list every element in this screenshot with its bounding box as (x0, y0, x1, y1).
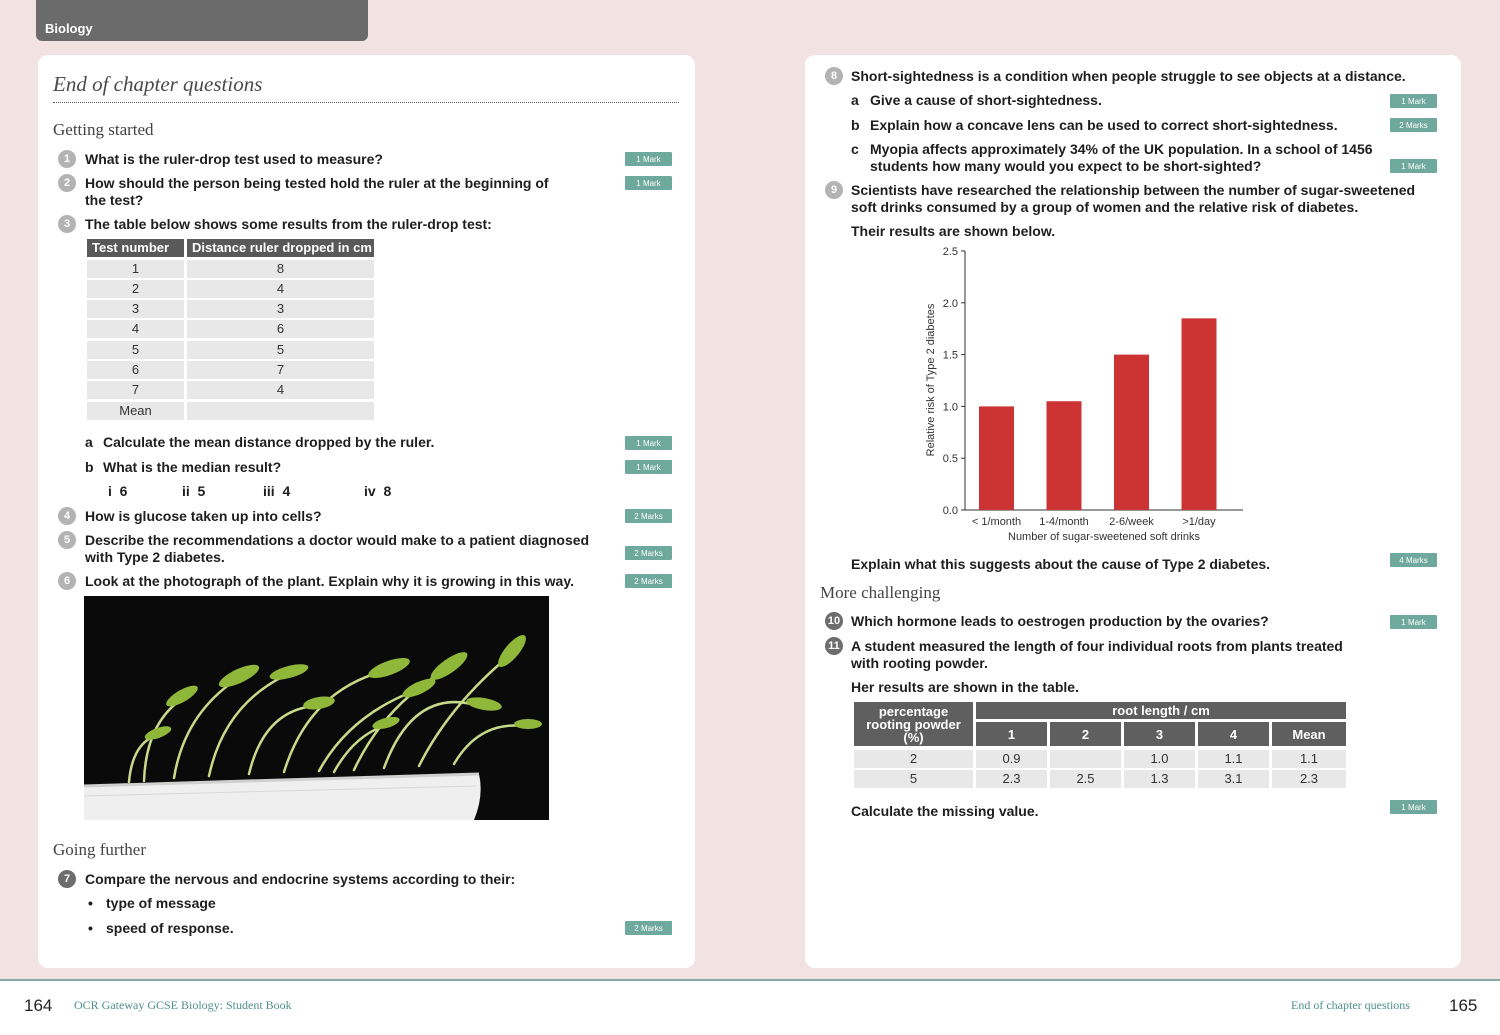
bullet-icon: • (88, 920, 93, 936)
seedlings-illustration (84, 596, 549, 820)
question-8a-text: Give a cause of short-sightedness. (870, 92, 1102, 108)
table-cell: 4 (187, 280, 374, 298)
question-9-explain: Explain what this suggests about the cause of Type 2 diabetes. (851, 556, 1271, 572)
section-heading-getting-started: Getting started (53, 120, 154, 139)
question-6-text: Look at the photograph of the plant. Explain why it is growing in this way. (85, 573, 574, 589)
mark-badge-q7: 2 Marks (625, 921, 672, 935)
table-cell: 0.9 (976, 750, 1047, 768)
question-number-3: 3 (58, 215, 76, 233)
mark-badge-q5: 2 Marks (625, 546, 672, 560)
question-3-text: The table below shows some results from the ruler-drop test: (85, 216, 492, 232)
question-number-2: 2 (58, 174, 76, 192)
header-line: rooting powder (866, 716, 961, 732)
table-header-test-number: Test number (87, 239, 184, 257)
question-9-text-line1: Scientists have researched the relationship between the number of sugar-sweetened (851, 182, 1416, 198)
table-cell: 3 (87, 300, 184, 318)
x-axis-label: Number of sugar-sweetened soft drinks (1008, 531, 1200, 543)
table-cell: 1.1 (1198, 750, 1269, 768)
table-subheader: 4 (1198, 722, 1269, 746)
question-3a-text: Calculate the mean distance dropped by the ruler. (103, 434, 435, 450)
x-tick-label: 1-4/month (1039, 516, 1089, 528)
book-title: OCR Gateway GCSE Biology: Student Book (74, 998, 292, 1012)
question-8b-text: Explain how a concave lens can be used to correct short-sightedness. (870, 117, 1338, 133)
table-cell: 1.3 (1124, 770, 1195, 788)
question-8b-letter: b (851, 117, 860, 133)
question-number-4: 4 (58, 507, 76, 525)
answer-option-ii: ii 5 (182, 483, 206, 499)
mark-badge-q3a: 1 Mark (625, 436, 672, 450)
bar (1047, 401, 1082, 510)
mark-badge-q8a: 1 Mark (1390, 94, 1437, 108)
question-8a-letter: a (851, 92, 859, 108)
question-5-text-line1: Describe the recommendations a doctor would make to a patient diagnosed (85, 532, 590, 548)
table-cell-mean-label: Mean (87, 402, 184, 420)
bar (979, 406, 1014, 510)
question-10-text: Which hormone leads to oestrogen production by the ovaries? (851, 613, 1269, 629)
question-3b-text: What is the median result? (103, 459, 282, 475)
x-tick-label: < 1/month (971, 516, 1022, 528)
answer-option-i: i 6 (108, 483, 128, 499)
question-9-text-line2: soft drinks consumed by a group of women and the relative risk of diabetes. (851, 199, 1359, 215)
question-11-calc: Calculate the missing value. (851, 803, 1039, 819)
mark-badge-q8b: 2 Marks (1390, 118, 1437, 132)
section-heading-going-further: Going further (53, 840, 147, 859)
mark-badge-q8c: 1 Mark (1390, 159, 1437, 173)
question-2-text-line2: the test? (85, 192, 144, 208)
left-page-number: 164 (24, 996, 53, 1015)
table-cell: 5 (87, 341, 184, 359)
y-tick-label: 2.0 (942, 297, 958, 310)
question-3a-letter: a (85, 434, 93, 450)
table-cell: 1.1 (1272, 750, 1346, 768)
y-axis-label: Relative risk of Type 2 diabetes (925, 303, 937, 457)
bullet-icon: • (88, 895, 93, 911)
y-tick-label: 1.0 (942, 401, 958, 414)
table-cell: 8 (187, 260, 374, 278)
table-cell: 5 (854, 770, 973, 788)
table-cell: 2.5 (1050, 770, 1121, 788)
mark-badge-q3b: 1 Mark (625, 460, 672, 474)
question-7-text: Compare the nervous and endocrine systems according to their: (85, 871, 516, 887)
y-tick-label: 1.5 (942, 349, 958, 362)
question-3b-letter: b (85, 459, 94, 475)
table-cell: 7 (87, 381, 184, 399)
question-8c-letter: c (851, 141, 859, 157)
table-cell: 2 (87, 280, 184, 298)
table-cell: 3 (187, 300, 374, 318)
table-cell: 1.0 (1124, 750, 1195, 768)
y-tick-label: 2.5 (942, 246, 958, 258)
question-11-text-line1: A student measured the length of four individual roots from plants treated (851, 638, 1343, 654)
question-2-text-line1: How should the person being tested hold the ruler at the beginning of (85, 175, 549, 191)
header-line: (%) (903, 729, 924, 745)
table-header-root-length: root length / cm (976, 702, 1346, 719)
question-number-11: 11 (825, 637, 843, 655)
table-subheader-mean: Mean (1272, 722, 1346, 746)
mark-badge-q9: 4 Marks (1390, 553, 1437, 567)
y-tick-label: 0.5 (942, 453, 958, 466)
chapter-footer-title: End of chapter questions (1291, 998, 1410, 1012)
table-cell: 2.3 (976, 770, 1047, 788)
table-cell: 6 (187, 320, 374, 338)
answer-option-iii: iii 4 (263, 483, 291, 499)
y-tick-label: 0.0 (942, 505, 958, 517)
question-number-9: 9 (825, 181, 843, 199)
question-number-6: 6 (58, 572, 76, 590)
question-4-text: How is glucose taken up into cells? (85, 508, 322, 524)
right-page-number: 165 (1449, 996, 1478, 1015)
question-number-1: 1 (58, 150, 76, 168)
question-5-text-line2: with Type 2 diabetes. (85, 549, 225, 565)
table-cell: 1 (87, 260, 184, 278)
mark-badge-q11: 1 Mark (1390, 800, 1437, 814)
table-cell-missing (1050, 750, 1121, 768)
table-subheader: 3 (1124, 722, 1195, 746)
table-cell: 4 (187, 381, 374, 399)
question-8c-text-line1: Myopia affects approximately 34% of the UK population. In a school of 1456 (870, 141, 1373, 157)
mark-badge-q2: 1 Mark (625, 176, 672, 190)
table-cell-mean-value (187, 402, 374, 420)
mark-badge-q4: 2 Marks (625, 509, 672, 523)
question-1-text: What is the ruler-drop test used to measure? (85, 151, 383, 167)
plant-photograph (84, 596, 549, 820)
answer-option-iv: iv 8 (364, 483, 392, 499)
question-number-10: 10 (825, 612, 843, 630)
page-title: End of chapter questions (53, 72, 263, 96)
question-number-5: 5 (58, 531, 76, 549)
question-11-text-line2: with rooting powder. (851, 655, 988, 671)
section-heading-more-challenging: More challenging (820, 583, 941, 602)
subject-tab-label: Biology (45, 21, 93, 36)
table-cell: 5 (187, 341, 374, 359)
question-7-bullet-1: type of message (106, 895, 216, 911)
question-7-bullet-2: speed of response. (106, 920, 234, 936)
question-8c-text-line2: students how many would you expect to be short-sighted? (870, 158, 1262, 174)
question-number-7: 7 (58, 870, 76, 888)
question-number-8: 8 (825, 67, 843, 85)
subject-tab (36, 0, 368, 41)
header-line: percentage (878, 703, 949, 719)
x-tick-label: >1/day (1182, 516, 1216, 528)
table-subheader: 2 (1050, 722, 1121, 746)
table-cell: 4 (87, 320, 184, 338)
diabetes-risk-bar-chart (915, 240, 1255, 550)
table-cell: 3.1 (1198, 770, 1269, 788)
question-11-intro: Her results are shown in the table. (851, 679, 1079, 695)
mark-badge-q1: 1 Mark (625, 152, 672, 166)
table-cell: 2 (854, 750, 973, 768)
mark-badge-q6: 2 Marks (625, 574, 672, 588)
table-header-distance: Distance ruler dropped in cm (187, 239, 374, 257)
table-header-percentage (854, 702, 973, 746)
question-9-intro: Their results are shown below. (851, 223, 1056, 239)
table-cell: 7 (187, 361, 374, 379)
bar (1114, 355, 1149, 510)
title-divider (53, 102, 679, 103)
table-cell: 2.3 (1272, 770, 1346, 788)
x-tick-label: 2-6/week (1109, 516, 1154, 528)
table-cell: 6 (87, 361, 184, 379)
question-8-text: Short-sightedness is a condition when people struggle to see objects at a distance. (851, 68, 1406, 84)
mark-badge-q10: 1 Mark (1390, 615, 1437, 629)
table-subheader: 1 (976, 722, 1047, 746)
bar (1182, 318, 1217, 510)
